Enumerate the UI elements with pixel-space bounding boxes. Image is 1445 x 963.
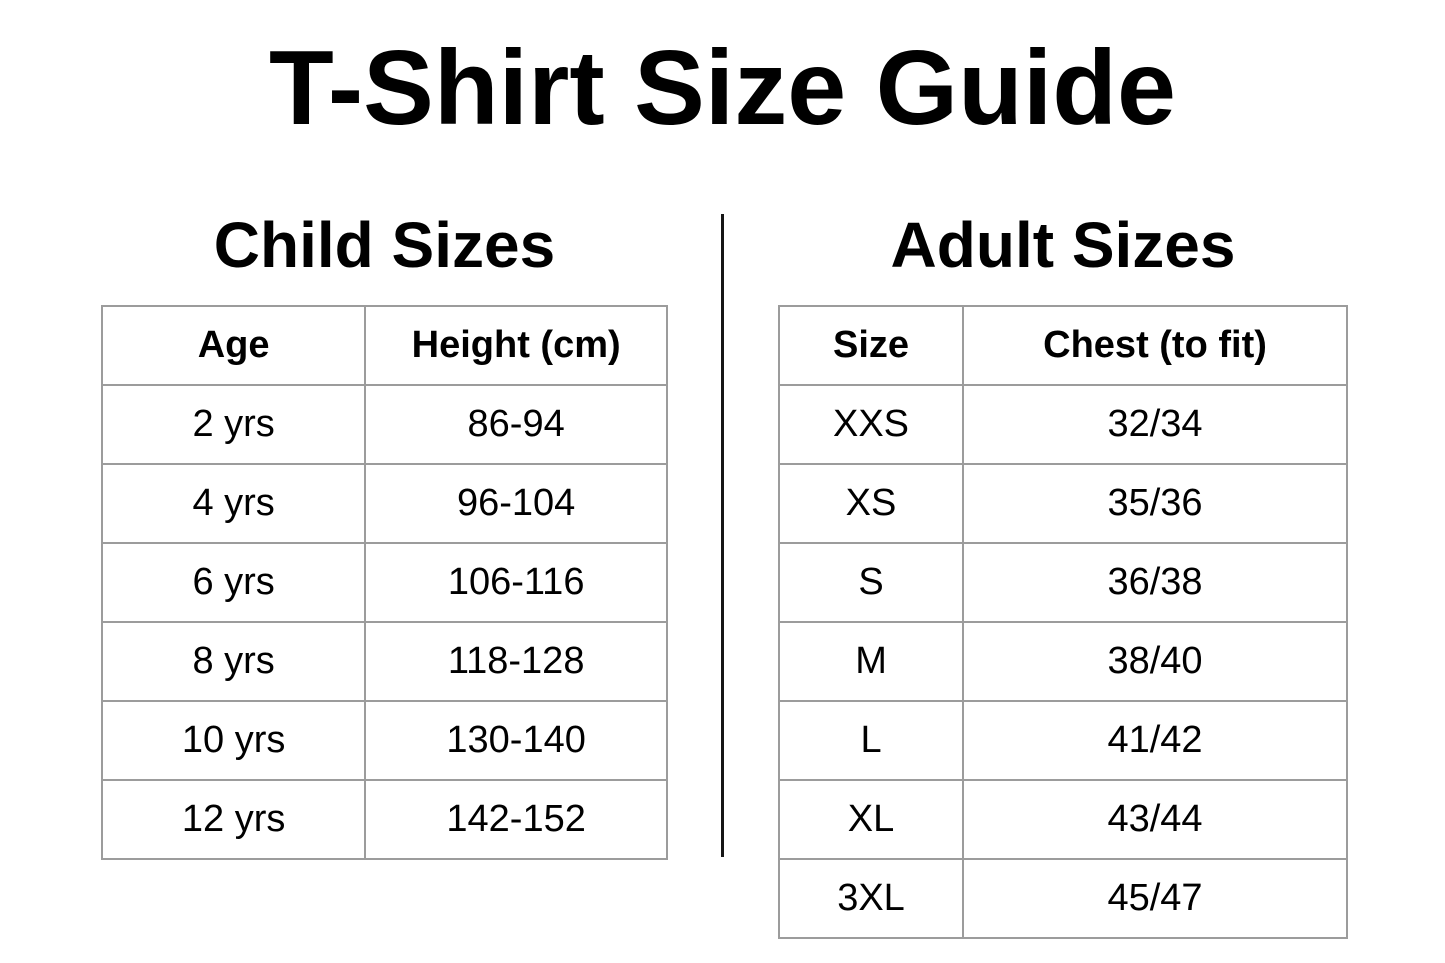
table-cell: 45/47 xyxy=(963,859,1347,938)
child-sizes-heading: Child Sizes xyxy=(213,209,556,281)
table-cell: 8 yrs xyxy=(102,622,365,701)
table-row xyxy=(102,780,667,859)
table-cell: 32/34 xyxy=(963,385,1347,464)
table-row xyxy=(779,464,1347,543)
table-cell: XS xyxy=(779,464,963,543)
table-cell: 12 yrs xyxy=(102,780,365,859)
table-row xyxy=(779,385,1347,464)
table-cell: 41/42 xyxy=(963,701,1347,780)
table-row xyxy=(779,780,1347,859)
adult-table-body xyxy=(779,385,1347,938)
table-row xyxy=(779,622,1347,701)
table-row xyxy=(779,701,1347,780)
table-row xyxy=(779,859,1347,938)
table-row xyxy=(102,701,667,780)
table-row xyxy=(102,464,667,543)
table-cell: 142-152 xyxy=(365,780,667,859)
table-cell: 106-116 xyxy=(365,543,667,622)
table-cell: 118-128 xyxy=(365,622,667,701)
table-cell: 43/44 xyxy=(963,780,1347,859)
table-cell: 35/36 xyxy=(963,464,1347,543)
table-cell: M xyxy=(779,622,963,701)
table-cell: XXS xyxy=(779,385,963,464)
child-sizes-table xyxy=(101,305,668,860)
table-cell: L xyxy=(779,701,963,780)
adult-table-header-row xyxy=(779,306,1347,385)
adult-sizes-heading: Adult Sizes xyxy=(890,209,1236,281)
child-table-header-row xyxy=(102,306,667,385)
table-row xyxy=(102,543,667,622)
child-table-body xyxy=(102,385,667,859)
child-header-height: Height (cm) xyxy=(365,306,667,385)
child-header-age: Age xyxy=(102,306,365,385)
table-cell: 6 yrs xyxy=(102,543,365,622)
adult-sizes-table xyxy=(778,305,1348,939)
table-row xyxy=(102,622,667,701)
table-cell: 130-140 xyxy=(365,701,667,780)
table-cell: 10 yrs xyxy=(102,701,365,780)
section-divider xyxy=(721,214,724,857)
table-cell: 38/40 xyxy=(963,622,1347,701)
table-cell: 96-104 xyxy=(365,464,667,543)
table-cell: XL xyxy=(779,780,963,859)
table-cell: 3XL xyxy=(779,859,963,938)
adult-header-chest: Chest (to fit) xyxy=(963,306,1347,385)
page-title: T-Shirt Size Guide xyxy=(268,29,1176,147)
table-cell: 36/38 xyxy=(963,543,1347,622)
table-row xyxy=(779,543,1347,622)
table-cell: 2 yrs xyxy=(102,385,365,464)
adult-header-size: Size xyxy=(779,306,963,385)
table-cell: 4 yrs xyxy=(102,464,365,543)
table-cell: 86-94 xyxy=(365,385,667,464)
table-cell: S xyxy=(779,543,963,622)
table-row xyxy=(102,385,667,464)
